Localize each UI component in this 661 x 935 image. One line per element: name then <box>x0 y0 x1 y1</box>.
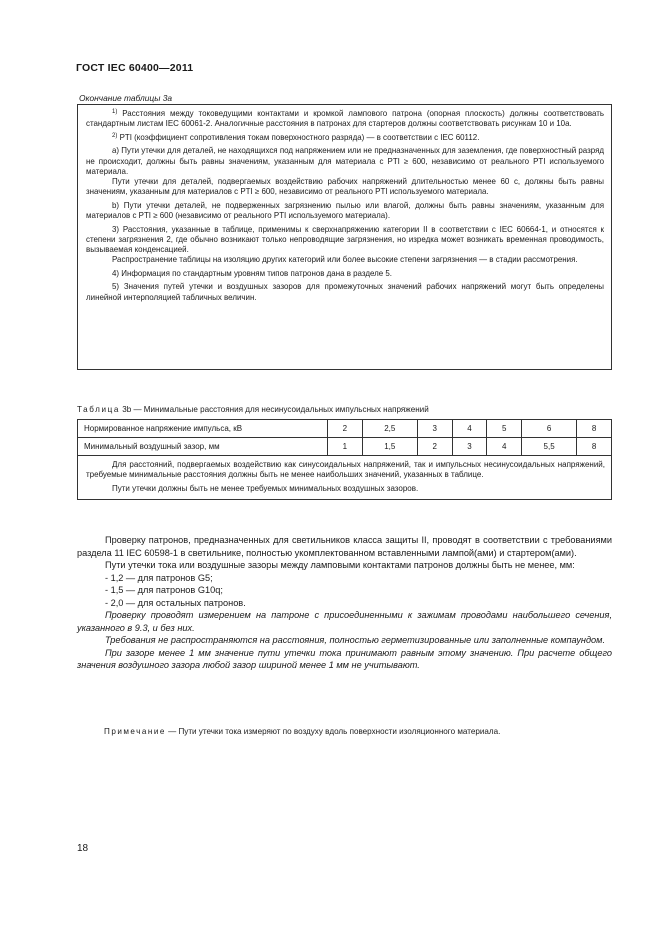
table-3b-caption-word: Таблица <box>77 405 120 414</box>
row-label-impulse-voltage: Нормированное напряжение импульса, кВ <box>78 420 328 438</box>
table-3b <box>77 419 612 500</box>
table-cell: 1,5 <box>362 438 417 456</box>
table-row <box>78 438 612 456</box>
list-item: - 1,2 — для патронов G5; <box>105 572 213 583</box>
paragraph: Проверку патронов, предназначенных для светильников класса защиты II, проводят в соответствии с требованиями раздела 11 IEC 60598-1 в светильнике, полностью укомплектованном вставленными лампой(ами) и стартером(ами). <box>77 535 612 558</box>
body-text <box>77 534 612 672</box>
footnote-2-text: PTI (коэффициент сопротивления токам поверхностного разряда) — в соответствии с IEC 60112. <box>119 132 480 142</box>
table-cell: 2,5 <box>362 420 417 438</box>
table-3b-note-2: Пути утечки должны быть не менее требуемых минимальных воздушных зазоров. <box>112 484 419 494</box>
table-cell: 1 <box>328 438 363 456</box>
table-cell: 3 <box>452 438 487 456</box>
footnote-2 <box>86 133 604 143</box>
table-cell: 4 <box>487 438 522 456</box>
note-a-continued: Пути утечки для деталей, подвергаемых воздействию рабочих напряжений длительностью менее 60 с, должны быть равны значениям, указанным для материалов с PTI ≥ 600, независимо от реального PTI используемого материала. <box>86 177 604 197</box>
note-3-continued: Распространение таблицы на изоляцию других категорий или более высокие степени загрязнения — в стадии рассмотрения. <box>112 255 578 265</box>
note-a: а) Пути утечки для деталей, не находящихся под напряжением или не предназначенных для заземления, где поверхностный разряд не происходит, должны быть равны значениям, указанным для материала с PTI ≥ 600, независимо от реального PTI используемого материала. <box>86 146 604 176</box>
table-3b-caption <box>77 405 429 414</box>
table-3b-note <box>78 456 612 500</box>
paragraph: Проверку проводят измерением на патроне с присоединенными к зажимам проводами наибольшего сечения, указанного в 9.3, и без них. <box>77 610 612 633</box>
table-cell: 8 <box>577 420 612 438</box>
table-3b-caption-text: 3b — Минимальные расстояния для несинусоидальных импульсных напряжений <box>122 405 429 414</box>
table-cell: 4 <box>452 420 487 438</box>
footnote-2-marker: 2) <box>112 132 118 139</box>
table-row <box>78 456 612 500</box>
note-text: — Пути утечки тока измеряют по воздуху вдоль поверхности изоляционного материала. <box>168 727 501 736</box>
note-4: 4) Информация по стандартным уровням типов патронов дана в разделе 5. <box>112 268 392 278</box>
table-row <box>78 420 612 438</box>
row-label-air-gap: Минимальный воздушный зазор, мм <box>78 438 328 456</box>
note-5: 5) Значения путей утечки и воздушных зазоров для промежуточных значений рабочих напряжений могут быть определены линейной интерполяцией табличных величин. <box>86 282 604 302</box>
table-cell: 2 <box>417 438 452 456</box>
paragraph: Пути утечки тока или воздушные зазоры между ламповыми контактами патронов должны быть не менее, мм: <box>105 560 575 570</box>
footnote-1-marker: 1) <box>112 109 118 115</box>
page-number: 18 <box>77 843 89 854</box>
note <box>104 727 500 736</box>
footnote-1 <box>86 109 604 129</box>
table-cell: 5,5 <box>522 438 577 456</box>
table-cell: 5 <box>487 420 522 438</box>
table-cell: 3 <box>417 420 452 438</box>
note-label: Примечание <box>104 727 166 736</box>
document-code: ГОСТ IEC 60400—2011 <box>76 62 194 74</box>
note-3: 3) Расстояния, указанные в таблице, применимы к сверхнапряжению категории II в соответствии с IEC 60664-1, и относятся к степени загрязнения 2, где обычно возникают только непроводящие загрязнения, но изредка может возникать временная проводимость, вызываемая конденсацией. <box>86 224 604 254</box>
table-3b-note-1: Для расстояний, подвергаемых воздействию как синусоидальных напряжений, так и импульсных несинусоидальных напряжений, требуемые минимальные расстояния должны быть не менее наибольших значений, указанных в таблице. <box>86 460 605 480</box>
table-cell: 8 <box>577 438 612 456</box>
list-item: - 2,0 — для остальных патронов. <box>105 597 246 608</box>
footnote-1-text: Расстояния между токоведущими контактами и кромкой лампового патрона (опорная плоскость) должны соответствовать стандартным листам IEC 60061-2. Аналогичные расстояния в патронах для стартеров должны соответствовать рисункам 10 и 10а. <box>86 109 604 129</box>
table-cell: 6 <box>522 420 577 438</box>
paragraph: При зазоре менее 1 мм значение пути утечки тока принимают равным этому значению. При расчете общего значения воздушного зазора любой зазор шириной менее 1 мм не учитывают. <box>77 647 612 670</box>
paragraph: Требования не распространяются на расстояния, полностью герметизированные или заполненные компаундом. <box>105 635 606 645</box>
note-b: b) Пути утечки деталей, не подверженных загрязнению пылью или влагой, должны быть равны значениям, указанным для материалов с PTI ≥ 600 (независимо от реального PTI используемого материала). <box>86 200 604 220</box>
table-continuation-label: Окончание таблицы 3а <box>79 93 173 103</box>
table-cell: 2 <box>328 420 363 438</box>
table-3a-footnotes <box>77 104 612 370</box>
list-item: - 1,5 — для патронов G10q; <box>105 585 223 595</box>
